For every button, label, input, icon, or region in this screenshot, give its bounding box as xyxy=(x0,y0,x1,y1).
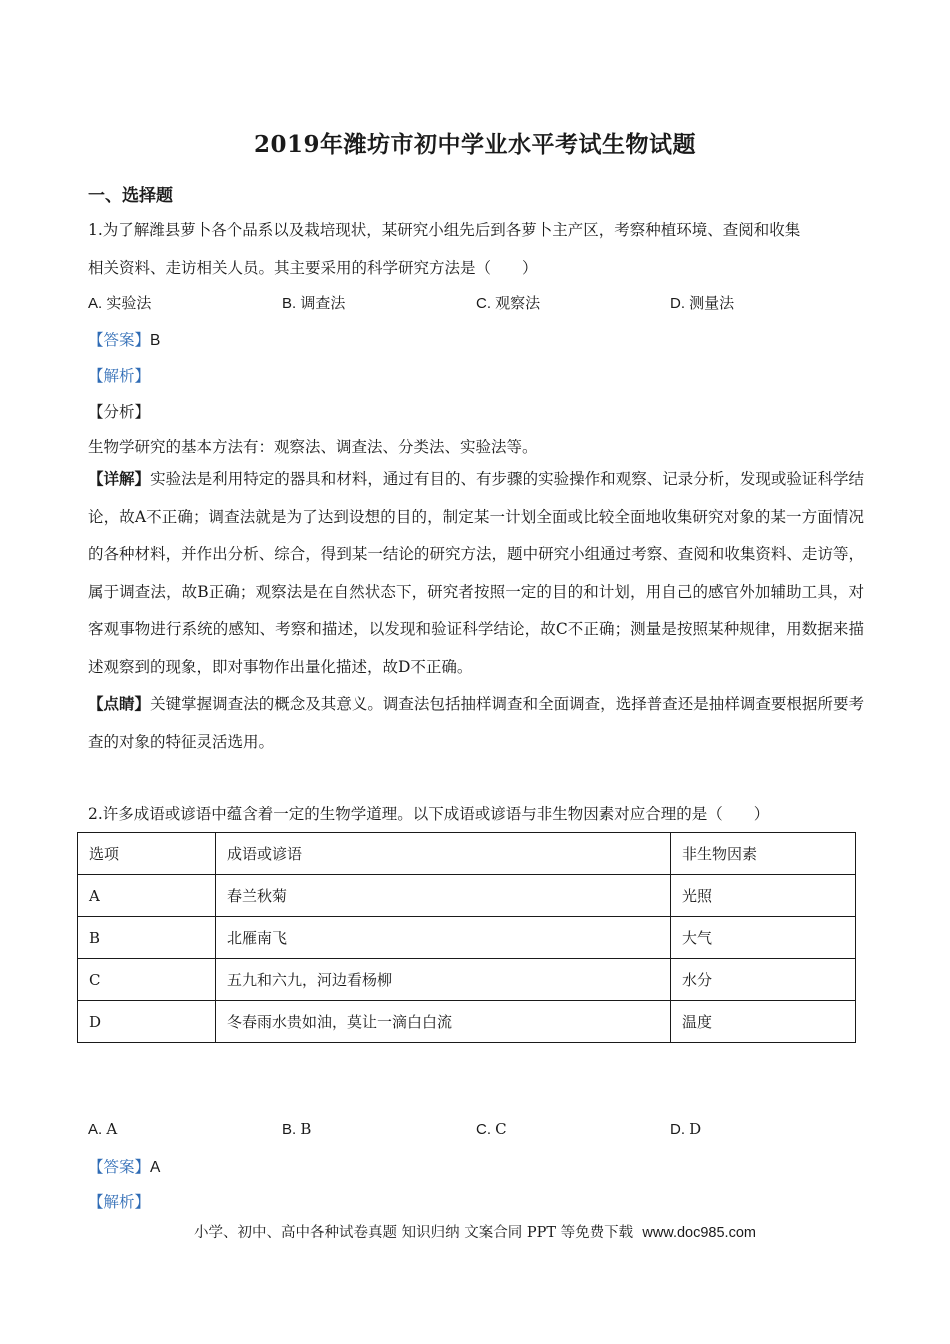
table-cell: 五九和六九，河边看杨柳 xyxy=(216,959,671,1001)
q1-analysis-label: 【解析】 xyxy=(88,367,151,385)
answer-value: B xyxy=(150,332,161,349)
detail-text: 实验法是利用特定的器具和材料，通过有目的、有步骤的实验操作和观察、记录分析，发现或验证科学结论，故A不正确；调查法就是为了达到设想的目的，制定某一计划全面或比较全面地收集研究对象的某一方面情况的各种材料，并作出分析、综合，得到某一结论的研究方法，题中研究小组通过考察、查阅和收集资料、走访等，属于调查法，故B正确；观察法是在自然状态下，研究者按照一定的目的和计划，用自己的感官外加辅助工具，对客观事物进行系统的感知、考察和描述，以发现和验证科学结论，故C不正确；测量是按照某种规律，用数据来描述观察到的现象，即对事物作出量化描述，故D不正确。 xyxy=(88,470,864,676)
table-cell: C xyxy=(78,959,216,1001)
table-header-row xyxy=(78,833,856,875)
q1-option-d: D. 测量法 xyxy=(670,294,735,312)
answer-label: 【答案】 xyxy=(88,331,151,349)
q2-table xyxy=(77,832,856,1043)
table-row xyxy=(78,1001,856,1043)
tip-text: 关键掌握调查法的概念及其意义。调查法包括抽样调查和全面调查，选择普查还是抽样调查要根据所要考查的对象的特征灵活选用。 xyxy=(88,695,864,751)
table-header-cell: 选项 xyxy=(78,833,216,875)
answer-value: A xyxy=(150,1159,161,1176)
q1-stem-line2: 相关资料、走访相关人员。其主要采用的科学研究方法是（ ） xyxy=(88,259,538,277)
table-row xyxy=(78,959,856,1001)
q1-fenxi-text: 生物学研究的基本方法有：观察法、调查法、分类法、实验法等。 xyxy=(88,438,538,456)
table-header-cell: 非生物因素 xyxy=(671,833,856,875)
q1-tip xyxy=(88,685,864,761)
q2-stem: 2.许多成语或谚语中蕴含着一定的生物学道理。以下成语或谚语与非生物因素对应合理的是（ ） xyxy=(88,805,770,823)
q2-option-a: A. A xyxy=(88,1120,118,1138)
q2-option-b: B. B xyxy=(282,1120,312,1138)
q1-option-a: A. 实验法 xyxy=(88,294,152,312)
q1-answer xyxy=(88,328,160,350)
page-footer xyxy=(0,1221,950,1242)
table-cell: 光照 xyxy=(671,875,856,917)
q2-analysis-label: 【解析】 xyxy=(88,1193,151,1211)
table-cell: D xyxy=(78,1001,216,1043)
answer-label: 【答案】 xyxy=(88,1158,151,1176)
table-row xyxy=(78,875,856,917)
q1-stem-line1: 1.为了解潍县萝卜各个品系以及栽培现状，某研究小组先后到各萝卜主产区，考察种植环境、查阅和收集 xyxy=(88,221,801,239)
table-cell: 春兰秋菊 xyxy=(216,875,671,917)
q1-fenxi-label: 【分析】 xyxy=(88,403,151,421)
table-cell: 温度 xyxy=(671,1001,856,1043)
footer-url[interactable]: www.doc985.com xyxy=(642,1225,756,1241)
table-row xyxy=(78,917,856,959)
table-cell: 冬春雨水贵如油，莫让一滴白白流 xyxy=(216,1001,671,1043)
table-cell: 大气 xyxy=(671,917,856,959)
section-heading: 一、选择题 xyxy=(88,186,173,206)
table-cell: B xyxy=(78,917,216,959)
document-title: 2019年潍坊市初中学业水平考试生物试题 xyxy=(253,131,696,158)
q1-option-c: C. 观察法 xyxy=(476,294,541,312)
footer-text: 小学、初中、高中各种试卷真题 知识归纳 文案合同 PPT 等免费下载 xyxy=(194,1225,634,1241)
detail-label: 【详解】 xyxy=(88,469,151,488)
table-cell: 水分 xyxy=(671,959,856,1001)
table-cell: A xyxy=(78,875,216,917)
table-cell: 北雁南飞 xyxy=(216,917,671,959)
q2-option-c: C. C xyxy=(476,1120,507,1138)
q2-option-d: D. D xyxy=(670,1120,702,1138)
table-header-cell: 成语或谚语 xyxy=(216,833,671,875)
q1-option-b: B. 调查法 xyxy=(282,294,346,312)
q2-answer xyxy=(88,1155,160,1177)
tip-label: 【点睛】 xyxy=(88,694,151,713)
q1-detail xyxy=(88,460,864,686)
